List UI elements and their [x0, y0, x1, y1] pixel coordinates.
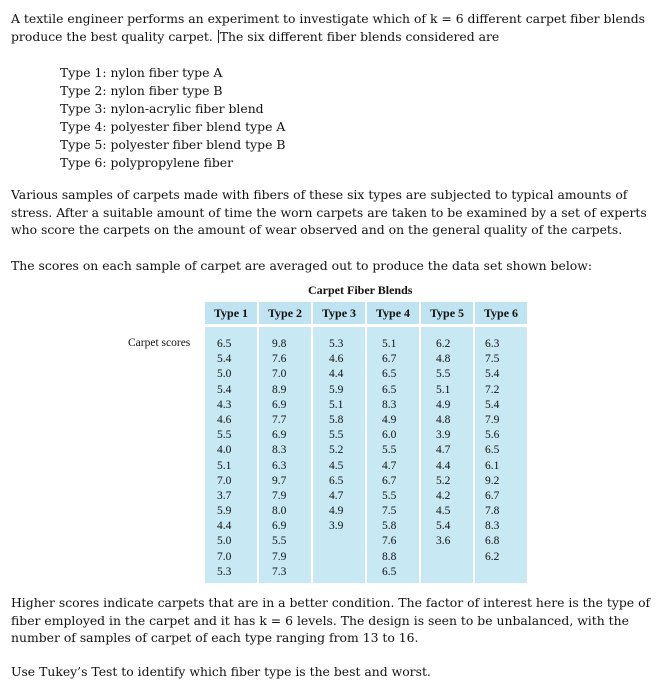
table-cell: 6.5: [217, 338, 232, 350]
table-cell: 3.9: [436, 429, 451, 442]
table-cell: 7.0: [272, 368, 287, 381]
table-cell: 7.9: [272, 489, 287, 502]
table-cell: 8.9: [272, 383, 287, 396]
table-cell: 6.2: [485, 550, 500, 563]
table-cell: 4.9: [329, 505, 344, 518]
table-cell: 3.7: [217, 489, 232, 502]
table-cell: 7.6: [272, 353, 287, 366]
table-cell: 7.9: [272, 550, 287, 563]
fiber-type-item: Type 2: nylon fiber type B: [60, 83, 223, 98]
table-cell: 5.2: [329, 444, 344, 457]
table-cell: 5.3: [217, 565, 232, 578]
table-header-row: [205, 302, 527, 326]
table-cell: 5.9: [329, 383, 344, 396]
intro-text-b: The six different fiber blends considered are: [219, 28, 500, 44]
table-cell: 6.2: [436, 338, 451, 350]
table-cell: 5.5: [436, 368, 451, 381]
fiber-type-item: Type 6: polypropylene fiber: [60, 155, 234, 170]
table-cell: 6.3: [272, 459, 287, 472]
table-cell: 6.7: [382, 353, 397, 366]
table-cell: 4.4: [436, 459, 451, 472]
header-type-4: Type 4: [366, 302, 420, 326]
header-type-1: Type 1: [205, 302, 258, 326]
table-cell: 6.1: [485, 459, 500, 472]
carpet-scores-label: Carpet scores: [128, 337, 191, 349]
table-cell: 5.4: [436, 520, 451, 533]
table-cell: 4.8: [436, 353, 451, 366]
table-cell: 4.8: [436, 413, 451, 426]
table-cell: 9.2: [485, 474, 500, 487]
table-cell: 5.8: [382, 520, 397, 533]
table-cell: 4.7: [329, 489, 344, 502]
table-cell: 4.5: [329, 459, 344, 472]
fiber-type-item: Type 4: polyester fiber blend type A: [60, 119, 286, 134]
table-cell: 4.4: [329, 368, 344, 381]
table-cell: 6.0: [382, 429, 397, 442]
table-cell: 6.5: [382, 383, 397, 396]
table-cell: 7.5: [485, 353, 500, 366]
table-cell: 6.5: [485, 444, 500, 457]
table-cell: 5.8: [329, 413, 344, 426]
table-cell: 5.0: [217, 535, 232, 548]
table-cell: 8.0: [272, 505, 287, 518]
table-cell: 5.5: [329, 429, 344, 442]
table-cell: 5.5: [382, 489, 397, 502]
table-cell: 5.2: [436, 474, 451, 487]
fiber-type-list: [60, 64, 285, 172]
table-cell: 5.5: [217, 429, 232, 442]
table-cell: 5.3: [329, 338, 344, 350]
header-type-3: Type 3: [312, 302, 366, 326]
table-cell: 7.3: [272, 565, 287, 578]
carpet-data-table: [205, 302, 527, 583]
table-cell: 4.5: [436, 505, 451, 518]
table-cell: 4.6: [217, 413, 232, 426]
table-cell: 3.9: [329, 520, 344, 533]
table-cell: 7.8: [485, 505, 500, 518]
column-type-5: [421, 327, 473, 553]
fiber-type-item: Type 5: polyester fiber blend type B: [60, 137, 286, 152]
table-body-row: [205, 326, 527, 584]
table-cell: 7.0: [217, 550, 232, 563]
column-type-1: [205, 327, 257, 583]
table-cell: 4.7: [436, 444, 451, 457]
table-cell: 5.1: [217, 459, 232, 472]
table-cell: 4.3: [217, 398, 232, 411]
column-type-3: [313, 327, 365, 537]
table-cell: 5.4: [217, 383, 232, 396]
intro-paragraph: [11, 10, 651, 45]
header-type-5: Type 5: [420, 302, 474, 326]
column-type-4: [367, 327, 419, 583]
table-cell: 6.7: [485, 489, 500, 502]
table-cell: 4.9: [436, 398, 451, 411]
table-cell: 7.9: [485, 413, 500, 426]
table-cell: 5.5: [272, 535, 287, 548]
intro-text-a: A textile engineer performs an experiment to investigate which of k = 6 different carpet fiber blends produce the best quality carpet.: [11, 11, 646, 44]
table-cell: 6.9: [272, 429, 287, 442]
table-cell: 5.5: [382, 444, 397, 457]
table-cell: 5.6: [485, 429, 500, 442]
table-cell: 6.5: [382, 368, 397, 381]
fiber-type-item: Type 3: nylon-acrylic fiber blend: [60, 101, 264, 116]
table-cell: 4.2: [436, 489, 451, 502]
table-cell: 8.3: [272, 444, 287, 457]
tukey-paragraph: Use Tukey’s Test to identify which fiber type is the best and worst.: [11, 664, 431, 679]
table-cell: 5.1: [436, 383, 451, 396]
table-cell: 6.7: [382, 474, 397, 487]
table-cell: 4.0: [217, 444, 232, 457]
samples-paragraph: Various samples of carpets made with fibers of these six types are subjected to typical amounts of stress. After a suitable amount of time the worn carpets are taken to be examined by a set of experts who score the carpets on the amount of wear observed and on the general quality of the carpets.: [11, 187, 647, 238]
table-cell: 5.4: [485, 368, 500, 381]
table-cell: 6.9: [272, 520, 287, 533]
table-cell: 4.6: [329, 353, 344, 366]
table-cell: 5.0: [217, 368, 232, 381]
table-cell: 7.6: [382, 535, 397, 548]
table-cell: 6.3: [485, 338, 500, 350]
scores-paragraph: The scores on each sample of carpet are averaged out to produce the data set shown below:: [11, 258, 593, 273]
table-cell: 7.2: [485, 383, 500, 396]
column-type-6: [475, 327, 527, 568]
table-cell: 9.8: [272, 338, 287, 350]
table-cell: 5.9: [217, 505, 232, 518]
table-cell: 5.1: [382, 338, 397, 350]
table-cell: 5.4: [485, 398, 500, 411]
column-type-2: [259, 327, 311, 583]
table-cell: 7.5: [382, 505, 397, 518]
table-cell: 6.8: [485, 535, 500, 548]
text-cursor: [218, 30, 219, 43]
table-cell: 7.0: [217, 474, 232, 487]
table-cell: 7.7: [272, 413, 287, 426]
table-cell: 8.8: [382, 550, 397, 563]
table-cell: 3.6: [436, 535, 451, 548]
table-caption: Carpet Fiber Blends: [308, 283, 413, 297]
header-type-6: Type 6: [474, 302, 527, 326]
table-cell: 8.3: [485, 520, 500, 533]
table-cell: 4.4: [217, 520, 232, 533]
table-cell: 6.9: [272, 398, 287, 411]
header-type-2: Type 2: [258, 302, 312, 326]
higher-scores-paragraph: Higher scores indicate carpets that are in a better condition. The factor of interest here is the type of fiber employed in the carpet and it has k = 6 levels. The design is seen to be unbalanced, with the number of samples of carpet of each type ranging from 13 to 16.: [11, 595, 651, 646]
table-cell: 4.7: [382, 459, 397, 472]
table-cell: 8.3: [382, 398, 397, 411]
table-cell: 6.5: [382, 565, 397, 578]
fiber-type-item: Type 1: nylon fiber type A: [60, 65, 223, 80]
table-cell: 5.1: [329, 398, 344, 411]
table-cell: 5.4: [217, 353, 232, 366]
table-cell: 6.5: [329, 474, 344, 487]
table-cell: 9.7: [272, 474, 287, 487]
table-cell: 4.9: [382, 413, 397, 426]
